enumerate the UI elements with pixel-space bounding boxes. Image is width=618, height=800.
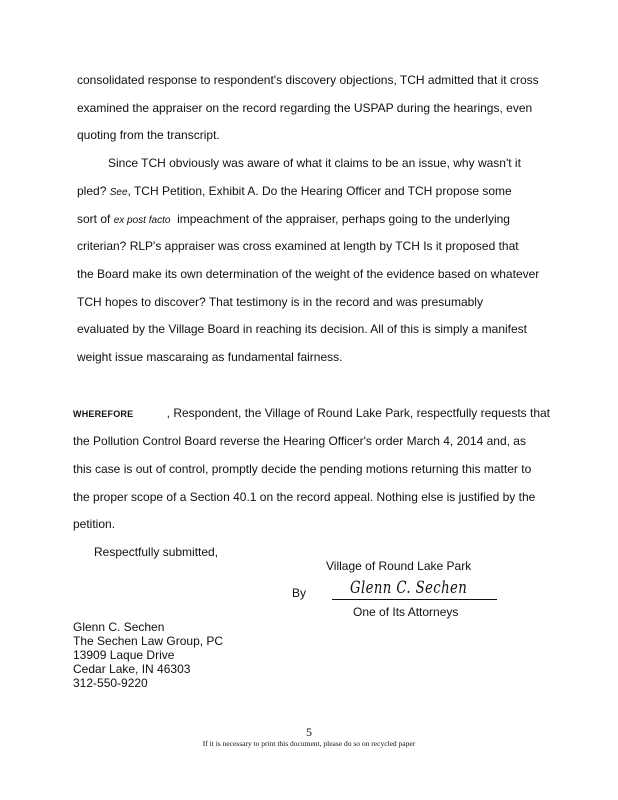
body-text: impeachment of the appraiser, perhaps going to the underlying	[177, 212, 510, 226]
attorney-name: Glenn C. Sechen	[73, 620, 165, 634]
street-address: 13909 Laque Drive	[73, 648, 175, 662]
body-line-12	[73, 406, 550, 421]
body-line-2: examined the appraiser on the record regarding the USPAP during the hearings, even	[77, 101, 533, 115]
phone-number: 312-550-9220	[73, 676, 148, 690]
body-text: pled?	[77, 184, 107, 198]
body-line-13: the Pollution Control Board reverse the Hearing Officer's order March 4, 2014 and, as	[73, 434, 526, 448]
signature: Glenn C. Sechen	[350, 578, 468, 598]
wherefore-heading: WHEREFORE	[73, 409, 134, 419]
client-name: Village of Round Lake Park	[326, 559, 472, 573]
closing: Respectfully submitted,	[94, 545, 219, 559]
signature-line	[332, 599, 497, 600]
see-signal: See	[109, 187, 128, 198]
body-line-15: the proper scope of a Section 40.1 on the record appeal. Nothing else is justified by the	[73, 490, 536, 504]
attorney-role: One of Its Attorneys	[353, 605, 459, 619]
body-text: , Respondent, the Village of Round Lake Park, respectfully requests that	[166, 406, 550, 420]
firm-name: The Sechen Law Group, PC	[73, 634, 224, 648]
body-line-7: criterian? RLP's appraiser was cross examined at length by TCH Is it proposed that	[77, 239, 519, 253]
body-line-1: consolidated response to respondent's discovery objections, TCH admitted that it cross	[77, 73, 539, 87]
body-line-16: petition.	[73, 517, 116, 531]
body-line-4: Since TCH obviously was aware of what it claims to be an issue, why wasn't it	[108, 156, 521, 170]
city-state-zip: Cedar Lake, IN 46303	[73, 662, 191, 676]
body-text: sort of	[77, 212, 111, 226]
body-line-5	[77, 184, 512, 200]
by-label: By	[292, 586, 307, 600]
footer-note: If it is necessary to print this document, please do so on recycled paper	[202, 739, 416, 748]
page-number: 5	[306, 725, 312, 739]
body-line-6	[77, 212, 510, 228]
latin-phrase: ex post facto	[113, 215, 171, 226]
body-line-3: quoting from the transcript.	[77, 128, 220, 142]
body-line-8: the Board make its own determination of the weight of the evidence based on whatever	[77, 267, 540, 281]
body-line-11: weight issue mascaraing as fundamental fairness.	[77, 350, 343, 364]
body-line-14: this case is out of control, promptly decide the pending motions returning this matter to	[73, 462, 532, 476]
body-text: , TCH Petition, Exhibit A. Do the Hearing Officer and TCH propose some	[127, 184, 512, 198]
body-line-10: evaluated by the Village Board in reaching its decision. All of this is simply a manifest	[77, 322, 528, 336]
body-line-9: TCH hopes to discover? That testimony is in the record and was presumably	[77, 295, 483, 309]
